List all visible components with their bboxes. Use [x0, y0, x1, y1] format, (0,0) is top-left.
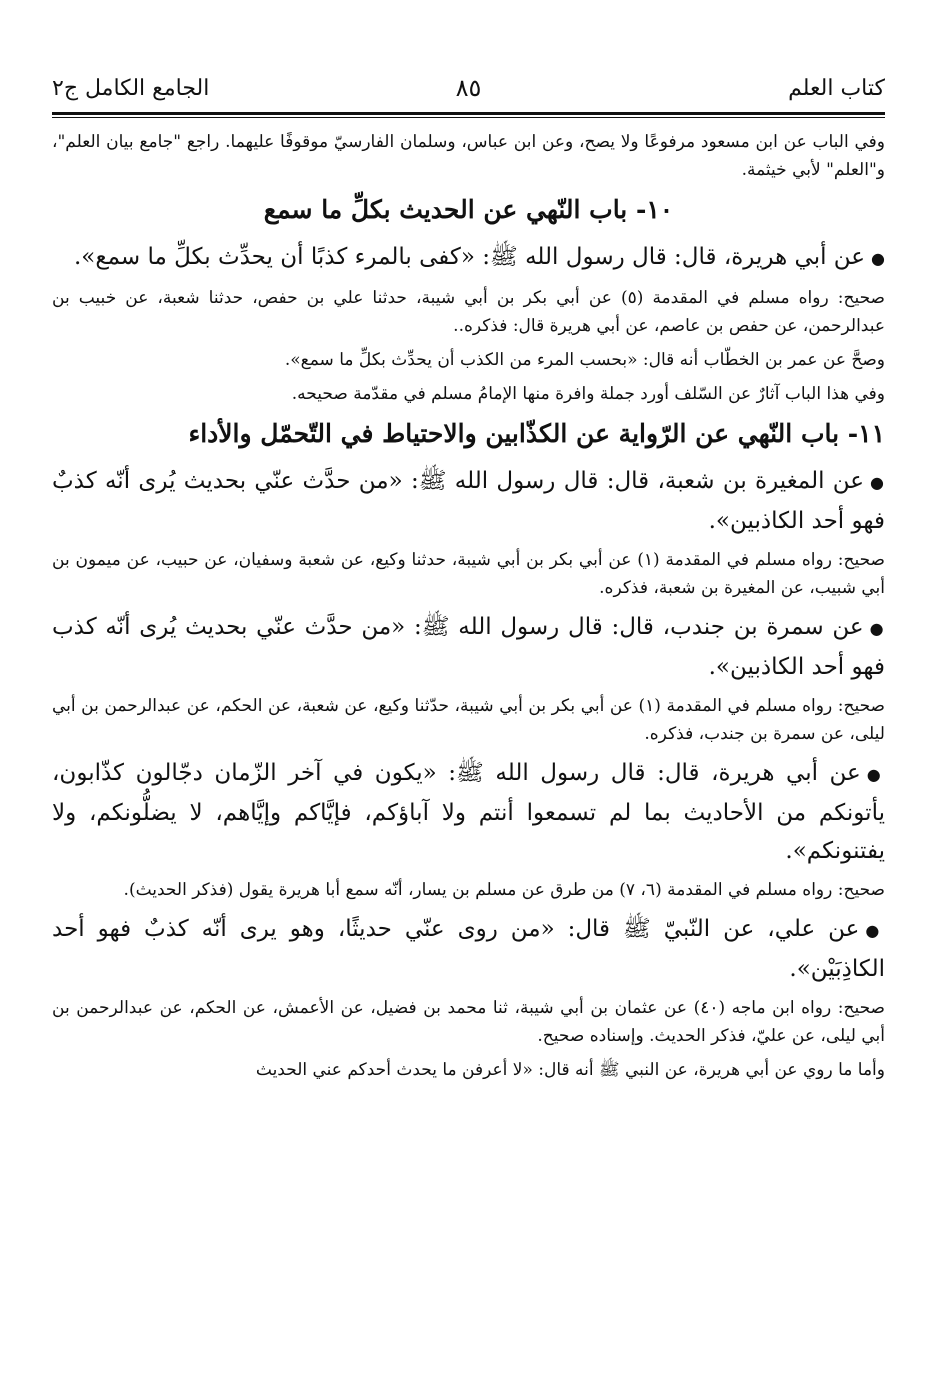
note-paragraph: وفي هذا الباب آثارٌ عن السّلف أورد جملة وافرة منها الإمامُ مسلم في مقدّمة صحيحه. — [291, 384, 885, 404]
chapter-heading: ١١- باب النّهي عن الرّواية عن الكذّابين والاحتياط في التّحمّل والأداء — [188, 419, 885, 448]
hadith-text: عن سمرة بن جندب، قال: قال رسول الله ﷺ: «من حدَّث عنّي بحديث يُرى أنّه كذب فهو أحد الكاذبين». — [52, 614, 885, 680]
note-paragraph: وفي الباب عن ابن مسعود مرفوعًا ولا يصح، وعن ابن عباس، وسلمان الفارسيّ موقوفًا عليهما. راجع "جامع بيان العلم"، و"العلم" لأبي خيثمة. — [52, 132, 885, 180]
hadith-paragraph — [52, 910, 885, 988]
hadith-text: عن علي، عن النّبيّ ﷺ قال: «من روى عنّي حديثًا، وهو يرى أنّه كذبٌ فهو أحد الكاذِبَيْن». — [52, 916, 885, 982]
bullet-icon: ● — [871, 249, 885, 268]
page-header — [52, 66, 885, 112]
note-paragraph: صحيح: رواه ابن ماجه (٤٠) عن عثمان بن أبي شيبة، ثنا محمد بن فضيل، عن الأعمش، عن الحكم، عن عبدالرحمن بن أبي ليلى، عن عليّ، فذكر الحديث. وإسناده صحيح. — [52, 998, 885, 1046]
header-rule-thick — [52, 112, 885, 115]
page-number: ٨٥ — [455, 74, 482, 102]
hadith-text: عن المغيرة بن شعبة، قال: قال رسول الله ﷺ: «من حدَّث عنّي بحديث يُرى أنّه كذبٌ فهو أحد الكاذبين». — [52, 468, 885, 534]
chapter-heading: ١٠- باب النّهي عن الحديث بكلِّ ما سمع — [263, 195, 674, 224]
bullet-icon: ● — [866, 765, 886, 784]
note-paragraph: وأما ما روي عن أبي هريرة، عن النبي ﷺ أنه قال: «لا أعرفن ما يحدث أحدكم عني الحديث — [255, 1060, 885, 1080]
hadith-paragraph — [52, 608, 885, 686]
note-paragraph: صحيح: رواه مسلم في المقدمة (١) عن أبي بكر بن أبي شيبة، حدّثنا وكيع، عن شعبة، عن الحكم، عن عبدالرحمن بن أبي ليلى، عن سمرة بن جندب، فذكره. — [52, 696, 885, 744]
note-paragraph: وصحَّ عن عمر بن الخطّاب أنه قال: «بحسب المرء من الكذب أن يحدِّث بكلِّ ما سمع». — [284, 350, 885, 370]
note-paragraph: صحيح: رواه مسلم في المقدمة (١) عن أبي بكر بن أبي شيبة، حدثنا وكيع، عن شعبة وسفيان، عن حبيب، عن ميمون بن أبي شبيب، عن المغيرة بن شعبة، فذكره. — [52, 550, 885, 598]
bullet-icon: ● — [870, 473, 885, 492]
book-section-title: كتاب العلم — [788, 76, 885, 101]
hadith-paragraph — [52, 238, 885, 278]
note-paragraph: صحيح: رواه مسلم في المقدمة (٦، ٧) من طرق عن مسلم بن يسار، أنّه سمع أبا هريرة يقول (فذكر الحديث). — [123, 880, 885, 900]
bullet-icon: ● — [869, 619, 885, 638]
book-title: الجامع الكامل ج٢ — [52, 76, 210, 101]
hadith-text: عن أبي هريرة، قال: قال رسول الله ﷺ: «كفى بالمرء كذبًا أن يحدِّث بكلِّ ما سمع». — [73, 244, 866, 270]
bullet-icon: ● — [865, 921, 885, 940]
hadith-paragraph — [52, 754, 885, 870]
header-rule-thin — [52, 117, 885, 118]
hadith-text: عن أبي هريرة، قال: قال رسول الله ﷺ: «يكون في آخر الزّمان دجّالون كذّابون، يأتونكم من الأحاديث بما لم تسمعوا أنتم ولا آباؤكم، فإيَّاكم وإيَّاهم، لا يضلُّونكم، ولا يفتنونكم». — [52, 760, 885, 864]
page-body — [52, 128, 885, 1084]
hadith-paragraph — [52, 462, 885, 540]
note-paragraph: صحيح: رواه مسلم في المقدمة (٥) عن أبي بكر بن أبي شيبة، حدثنا علي بن حفص، حدثنا شعبة، عن خبيب بن عبدالرحمن، عن حفص بن عاصم، عن أبي هريرة قال: فذكره.. — [52, 288, 885, 336]
